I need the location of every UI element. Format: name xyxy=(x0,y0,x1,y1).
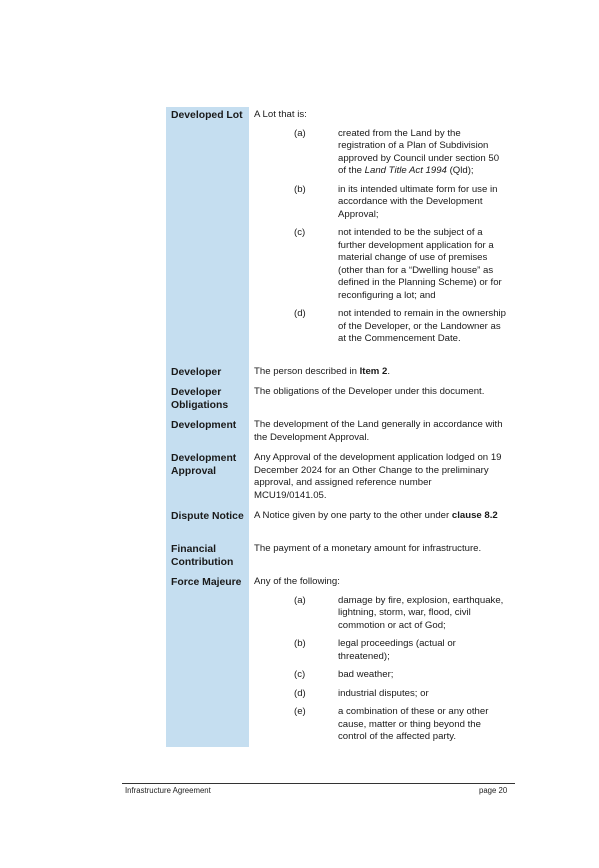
definition-row xyxy=(166,574,506,747)
term-cell: Development xyxy=(166,417,249,450)
definition-row xyxy=(166,107,506,364)
term-cell: Force Majeure xyxy=(166,574,249,747)
sub-item-label: (a) xyxy=(294,594,306,606)
definition-cell: Any Approval of the development application lodged on 19 December 2024 for an Other Change to the preliminary approval, and assigned reference number MCU19/0141.05. xyxy=(254,452,502,501)
sub-item xyxy=(254,184,506,222)
definition-cell: A Notice given by one party to the other under clause 8.2 xyxy=(254,510,498,521)
sub-item xyxy=(254,595,506,633)
sub-item-text: bad weather; xyxy=(338,669,394,680)
term-cell: Developer xyxy=(166,364,249,384)
definition-intro: A Lot that is: xyxy=(254,109,307,120)
sub-item-label: (c) xyxy=(294,227,306,238)
sub-item xyxy=(254,706,506,744)
sub-item-text: not intended to remain in the ownership of the Developer, or the Landowner as at the Commencement Date. xyxy=(338,308,506,344)
sub-item xyxy=(254,638,506,663)
sub-item-label: (d) xyxy=(294,687,306,699)
sub-item-label: (d) xyxy=(294,308,306,319)
footer-rule xyxy=(122,783,515,784)
definition-row xyxy=(166,417,506,450)
definition-cell xyxy=(249,574,506,747)
definition-intro: Any of the following: xyxy=(254,576,340,587)
term-cell: Developed Lot xyxy=(166,107,249,364)
sub-item-text: created from the Land by the registration of a Plan of Subdivision approved by Council under section 50 of the Land Title Act 1994 (Qld); xyxy=(338,127,500,176)
term-cell: Developer Obligations xyxy=(166,384,249,417)
term-cell: Dispute Notice xyxy=(166,508,249,541)
item-reference: Item 2 xyxy=(359,366,388,377)
term-cell: Development Approval xyxy=(166,450,249,508)
definition-cell xyxy=(249,107,506,364)
sub-item-label: (c) xyxy=(294,669,306,680)
sub-item xyxy=(254,688,506,701)
sub-item-label: (b) xyxy=(294,183,306,195)
sub-item-label: (e) xyxy=(294,706,306,717)
sub-item xyxy=(254,669,506,682)
definitions-table xyxy=(166,107,506,747)
sub-item-text: damage by fire, explosion, earthquake, lightning, storm, war, flood, civil commotion or act of God; xyxy=(338,594,504,631)
definition-cell: The payment of a monetary amount for infrastructure. xyxy=(254,543,482,554)
sub-item xyxy=(254,308,506,346)
sub-item xyxy=(254,128,506,178)
sub-item xyxy=(254,227,506,302)
definition-row xyxy=(166,508,506,541)
definition-cell: The obligations of the Developer under this document. xyxy=(254,386,485,397)
term-cell: Financial Contribution xyxy=(166,541,249,574)
sub-item-label: (a) xyxy=(294,127,306,139)
sub-item-text: legal proceedings (actual or threatened); xyxy=(338,638,456,662)
footer-page-number: page 20 xyxy=(479,786,508,795)
act-title: Land Title Act 1994 xyxy=(364,165,447,176)
clause-reference: clause 8.2 xyxy=(451,510,498,521)
definition-cell: The person described in Item 2. xyxy=(254,366,390,377)
sub-item-text: not intended to be the subject of a further development application for a material change of use of premises (other than for a “Dwelling house” as defined in the Planning Scheme) or for reconfiguring a lot; and xyxy=(338,227,502,301)
sub-item-text: a combination of these or any other cause, matter or thing beyond the control of the affected party. xyxy=(338,706,489,742)
definition-row xyxy=(166,541,506,574)
sub-item-text: industrial disputes; or xyxy=(338,687,429,699)
definition-row xyxy=(166,364,506,384)
footer-document-title: Infrastructure Agreement xyxy=(125,786,211,795)
sub-item-label: (b) xyxy=(294,638,306,649)
definition-row xyxy=(166,384,506,417)
definition-cell: The development of the Land generally in accordance with the Development Approval. xyxy=(254,419,503,443)
definition-row xyxy=(166,450,506,508)
sub-item-text: in its intended ultimate form for use in accordance with the Development Approval; xyxy=(338,183,498,220)
